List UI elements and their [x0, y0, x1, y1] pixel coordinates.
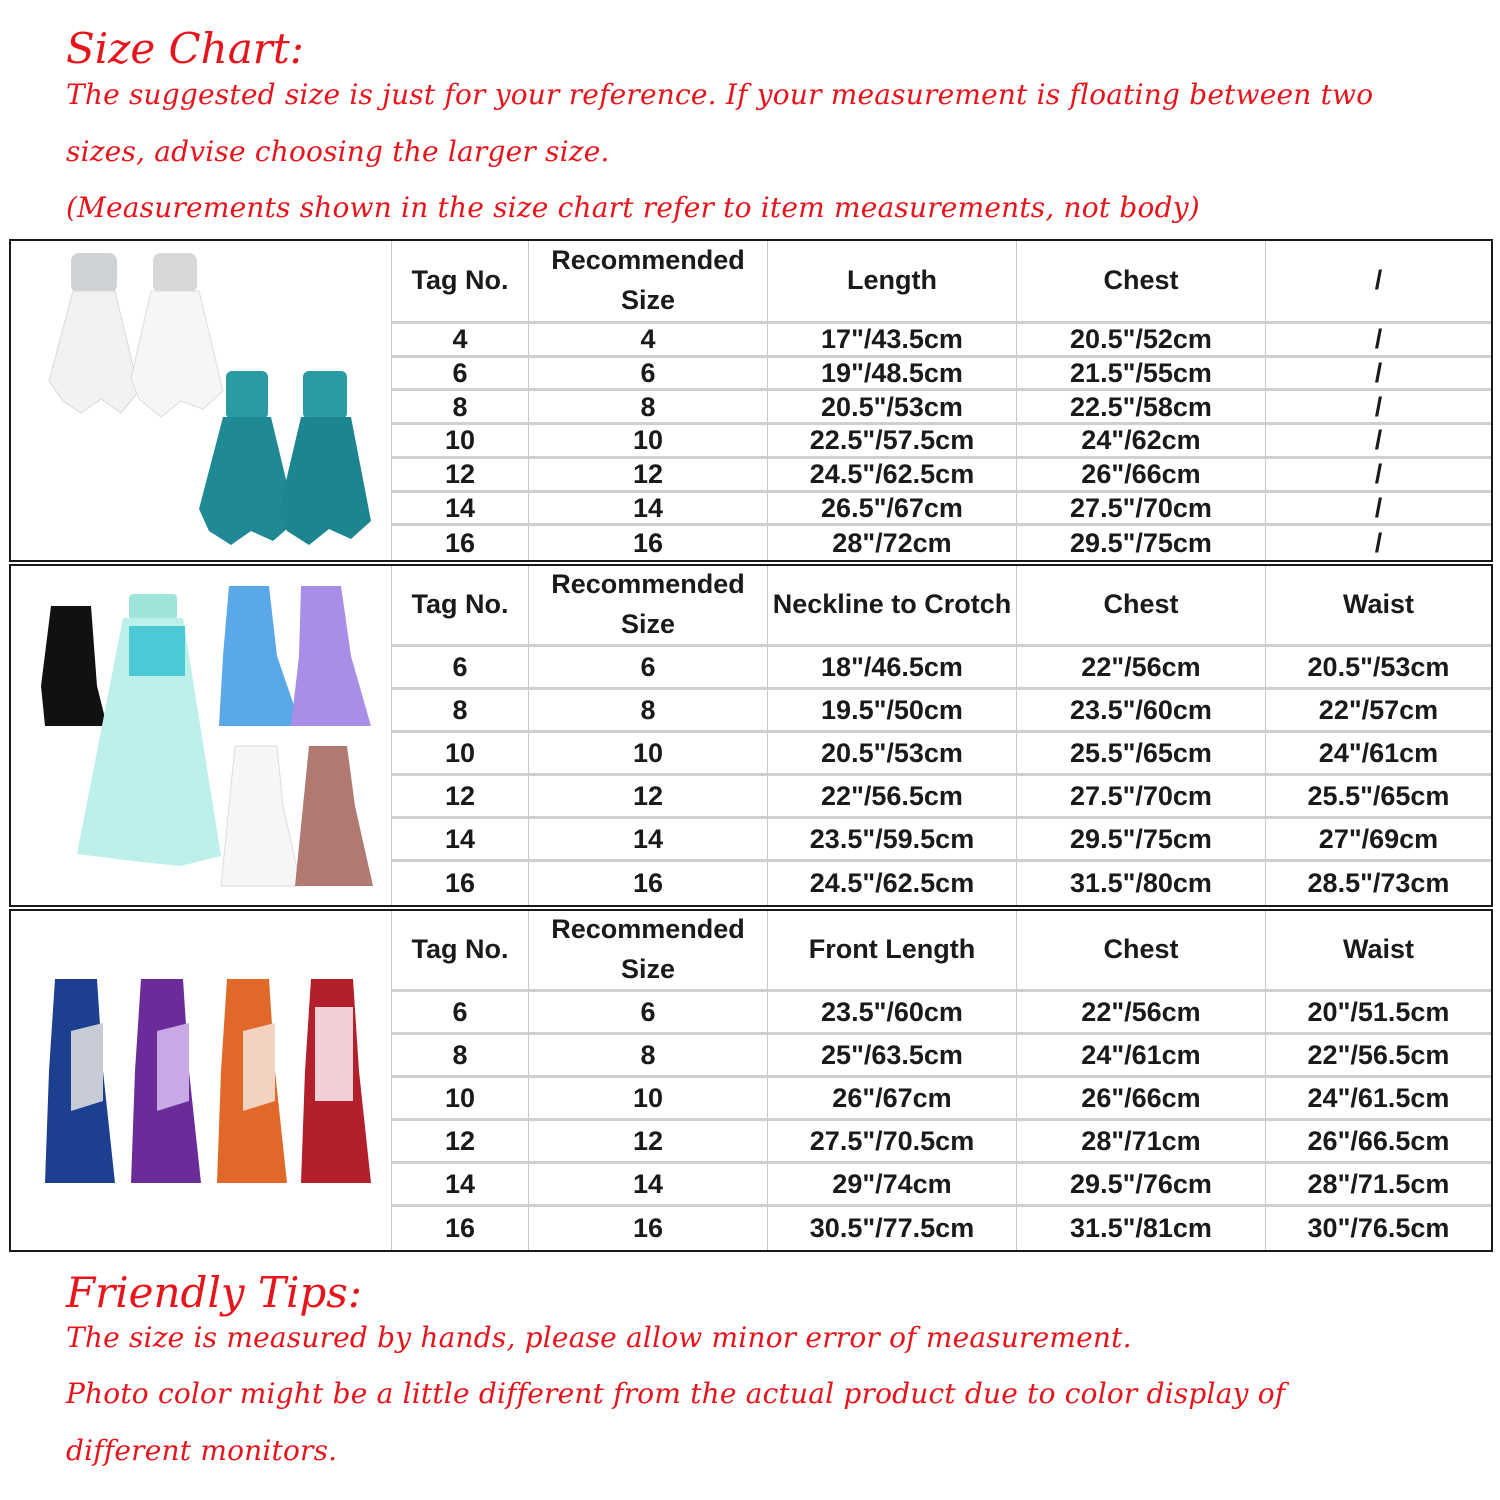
- table-cell: 22.5"/58cm: [1017, 391, 1266, 425]
- table-cell: 24"/61.5cm: [1266, 1078, 1491, 1121]
- table-cell: 29"/74cm: [768, 1164, 1017, 1207]
- white-dress-back: [131, 253, 223, 417]
- table-header-cell: Chest: [1017, 241, 1266, 324]
- friendly-tips-title: Friendly Tips:: [66, 1268, 362, 1317]
- size-chart-title: Size Chart:: [66, 24, 304, 73]
- table-cell: 20.5"/53cm: [768, 391, 1017, 425]
- size-table-1: [9, 239, 1493, 562]
- table-cell: 25.5"/65cm: [1266, 776, 1491, 819]
- product-photo-sequin-dresses: [11, 241, 392, 560]
- dress-illustration-2: [11, 566, 391, 905]
- note-line-3: (Measurements shown in the size chart refer to item measurements, not body): [66, 191, 1200, 224]
- table-cell: 28.5"/73cm: [1307, 868, 1450, 899]
- table-cell: 16: [529, 1207, 768, 1250]
- teal-dress-back: [279, 371, 371, 545]
- rose-dress: [295, 746, 373, 886]
- table-header-cell: Length: [768, 241, 1017, 324]
- table-cell: 14: [392, 1164, 529, 1207]
- table-cell: 12: [529, 1121, 768, 1164]
- table-cell: 17"/43.5cm: [768, 324, 1017, 358]
- table-cell: 6: [529, 992, 768, 1035]
- table-cell: 24"/62cm: [1017, 425, 1266, 459]
- table-cell: 14: [529, 819, 768, 862]
- table-cell: 16: [529, 526, 768, 560]
- table-cell: 25"/63.5cm: [768, 1035, 1017, 1078]
- black-dress: [41, 606, 107, 726]
- table-cell: 10: [392, 425, 529, 459]
- blue-dress: [219, 586, 301, 726]
- table-header-cell: Waist: [1266, 911, 1491, 992]
- table-cell: 27.5"/70cm: [1017, 776, 1266, 819]
- table-cell: 20.5"/52cm: [1017, 324, 1266, 358]
- table-cell: 8: [529, 690, 768, 733]
- table-cell: 12: [529, 776, 768, 819]
- table-cell: 28"/72cm: [768, 526, 1017, 560]
- table-cell: 23.5"/59.5cm: [768, 819, 1017, 862]
- red-dress: [301, 979, 371, 1183]
- table-header-cell: Recommended Size: [529, 911, 768, 992]
- table-cell: 6: [392, 358, 529, 392]
- table-cell: 10: [529, 733, 768, 776]
- table-cell: 12: [529, 459, 768, 493]
- tips-line-3: different monitors.: [66, 1434, 338, 1467]
- table-header-cell: Chest: [1017, 566, 1266, 647]
- table-header-cell: Waist: [1266, 566, 1491, 647]
- table-cell: 16: [392, 862, 529, 905]
- table-cell: 26.5"/67cm: [768, 493, 1017, 527]
- table-3-grid: [392, 911, 1491, 1250]
- size-table-3: [9, 909, 1493, 1252]
- table-cell: 6: [392, 992, 529, 1035]
- product-photo-colorblock-dresses: [11, 911, 392, 1250]
- table-cell: 14: [529, 1164, 768, 1207]
- table-cell: /: [1266, 459, 1491, 493]
- table-cell: 22"/56cm: [1017, 992, 1266, 1035]
- table-cell: /: [1266, 324, 1491, 358]
- table-cell: 26"/67cm: [768, 1078, 1017, 1121]
- table-cell: 8: [529, 391, 768, 425]
- table-cell: 10: [392, 733, 529, 776]
- table-cell: 20.5"/53cm: [1266, 647, 1491, 690]
- table-cell: 26"/66cm: [1017, 1078, 1266, 1121]
- table-cell: 30"/76.5cm: [1307, 1213, 1450, 1244]
- table-cell: 21.5"/55cm: [1017, 358, 1266, 392]
- table-cell: 12: [392, 459, 529, 493]
- table-cell: 28"/71.5cm: [1266, 1164, 1491, 1207]
- purple-colorblock-dress: [131, 979, 201, 1183]
- table-cell: 6: [529, 647, 768, 690]
- table-cell: 14: [392, 493, 529, 527]
- table-cell: 23.5"/60cm: [768, 992, 1017, 1035]
- navy-dress: [45, 979, 115, 1183]
- table-cell: 24"/61cm: [1266, 733, 1491, 776]
- table-cell: 29.5"/75cm: [1017, 819, 1266, 862]
- table-header-cell: Chest: [1017, 911, 1266, 992]
- table-cell: 16: [392, 526, 529, 560]
- table-header-cell: /: [1266, 241, 1491, 324]
- table-cell: 22.5"/57.5cm: [768, 425, 1017, 459]
- table-cell: 29.5"/76cm: [1017, 1164, 1266, 1207]
- table-cell: 29.5"/75cm: [1017, 526, 1266, 560]
- table-cell: 14: [529, 493, 768, 527]
- table-cell: 12: [392, 1121, 529, 1164]
- mint-dress: [77, 594, 221, 866]
- table-cell: 16: [392, 1207, 529, 1250]
- table-cell: 25.5"/65cm: [1017, 733, 1266, 776]
- table-cell: 10: [529, 1078, 768, 1121]
- table-cell: 31.5"/81cm: [1017, 1207, 1266, 1250]
- table-header-cell: Tag No.: [392, 241, 529, 324]
- table-header-cell: Front Length: [768, 911, 1017, 992]
- table-cell: 6: [392, 647, 529, 690]
- table-cell: 23.5"/60cm: [1017, 690, 1266, 733]
- table-2-grid: [392, 566, 1491, 905]
- table-header-cell: Tag No.: [392, 566, 529, 647]
- table-cell: /: [1266, 425, 1491, 459]
- table-cell: 24.5"/62.5cm: [768, 459, 1017, 493]
- table-cell: 8: [392, 1035, 529, 1078]
- table-cell: 28"/71cm: [1017, 1121, 1266, 1164]
- size-table-2: [9, 564, 1493, 907]
- dress-illustration-3: [11, 911, 391, 1250]
- note-line-2: sizes, advise choosing the larger size.: [66, 135, 610, 168]
- table-cell: /: [1266, 358, 1491, 392]
- tips-line-1: The size is measured by hands, please allow minor error of measurement.: [66, 1321, 1132, 1354]
- table-cell: 4: [529, 324, 768, 358]
- table-cell: 22"/56.5cm: [768, 776, 1017, 819]
- product-photo-halter-dresses: [11, 566, 392, 905]
- purple-dress: [291, 586, 371, 726]
- table-cell: 26"/66.5cm: [1266, 1121, 1491, 1164]
- table-cell: 27"/69cm: [1266, 819, 1491, 862]
- table-cell: 27.5"/70cm: [1017, 493, 1266, 527]
- table-cell: 26"/66cm: [1017, 459, 1266, 493]
- table-cell: 10: [529, 425, 768, 459]
- table-cell: 22"/57cm: [1266, 690, 1491, 733]
- table-cell: 8: [392, 391, 529, 425]
- table-cell: /: [1266, 493, 1491, 527]
- table-cell: 18"/46.5cm: [768, 647, 1017, 690]
- table-cell: /: [1374, 527, 1383, 558]
- tips-line-2: Photo color might be a little different from the actual product due to color display of: [66, 1377, 1286, 1410]
- table-1-grid: [392, 241, 1491, 560]
- table-cell: 22"/56.5cm: [1266, 1035, 1491, 1078]
- table-cell: 20"/51.5cm: [1266, 992, 1491, 1035]
- table-cell: 30.5"/77.5cm: [768, 1207, 1017, 1250]
- table-cell: /: [1266, 391, 1491, 425]
- table-cell: 19.5"/50cm: [768, 690, 1017, 733]
- table-cell: 10: [392, 1078, 529, 1121]
- note-line-1: The suggested size is just for your reference. If your measurement is floating between two: [66, 78, 1374, 111]
- table-cell: 8: [529, 1035, 768, 1078]
- table-cell: 12: [392, 776, 529, 819]
- white-halter-dress: [221, 746, 301, 886]
- table-cell: 22"/56cm: [1017, 647, 1266, 690]
- table-cell: 31.5"/80cm: [1017, 862, 1266, 905]
- table-header-cell: Tag No.: [392, 911, 529, 992]
- table-cell: 20.5"/53cm: [768, 733, 1017, 776]
- table-cell: 14: [392, 819, 529, 862]
- table-header-cell: Recommended Size: [529, 241, 768, 324]
- table-cell: 6: [529, 358, 768, 392]
- table-header-cell: Recommended Size: [529, 566, 768, 647]
- table-header-cell: Neckline to Crotch: [768, 566, 1017, 647]
- table-cell: 24"/61cm: [1017, 1035, 1266, 1078]
- dress-illustration-1: [11, 241, 391, 560]
- table-cell: 8: [392, 690, 529, 733]
- table-cell: 16: [529, 862, 768, 905]
- table-cell: 4: [392, 324, 529, 358]
- white-dress-front: [49, 253, 139, 413]
- table-cell: 24.5"/62.5cm: [768, 862, 1017, 905]
- table-cell: 19"/48.5cm: [768, 358, 1017, 392]
- table-cell: 27.5"/70.5cm: [768, 1121, 1017, 1164]
- orange-dress: [217, 979, 287, 1183]
